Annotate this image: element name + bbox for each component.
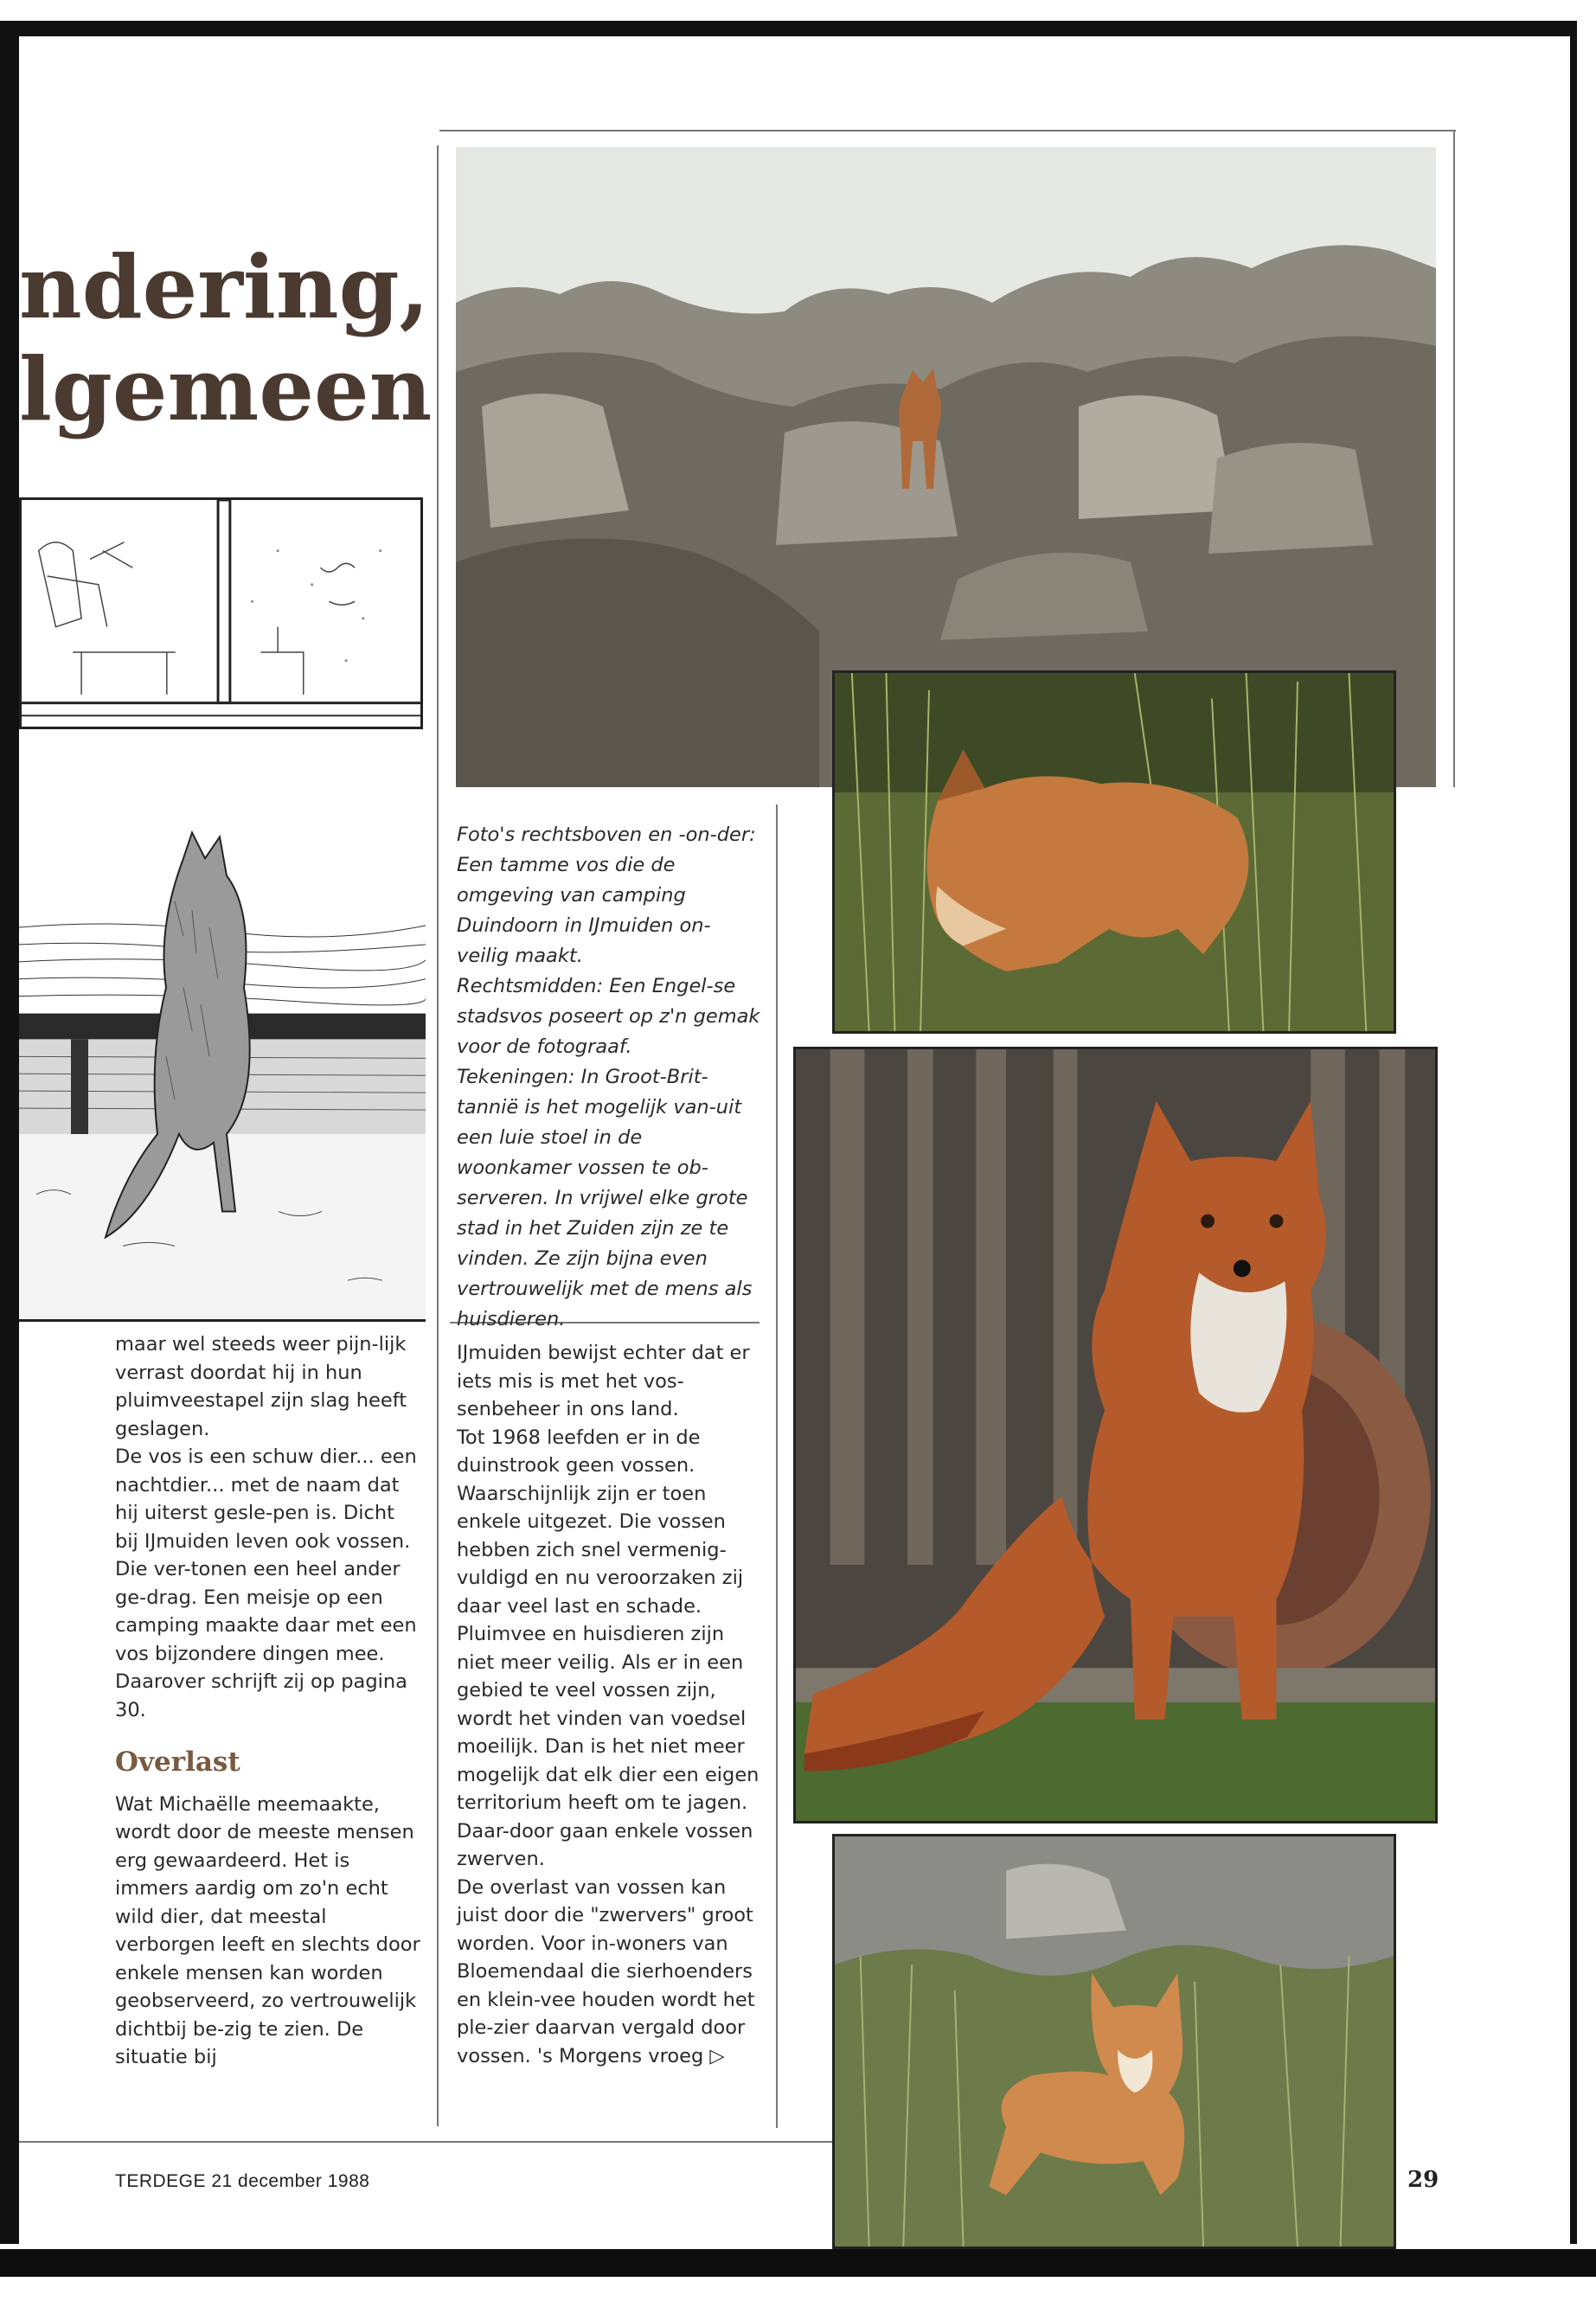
column-rule-left [437,145,439,2126]
page-number: 29 [1407,2167,1439,2193]
column-left [115,1330,422,2072]
headline-line-1: ndering, [19,236,430,338]
footer-rule [19,2141,836,2143]
continue-arrow-icon: ▷ [709,2044,725,2067]
left-paragraph-2: De vos is een schuw dier... een nachtdier... met de naam dat hij uiterst gesle-pen is. Dicht bij IJmuiden leven ook vossen. Die ver-tonen een heel ander ge-drag. Een meisje op een camping maakte daar met een vos bijzondere dingen mee. Daarover schrijft zij op pagina 30. [115,1445,417,1721]
photo-fox-in-grass [832,670,1396,1034]
column-rule-right [776,804,778,2128]
top-rule [439,130,1456,131]
photo-fox-cub-grass [832,1834,1396,2249]
drawing-fox-balcony [19,729,426,1322]
footer-magazine: TERDEGE 21 december 1988 [115,2171,370,2191]
middle-paragraph-3-text: De overlast van vossen kan juist door die "zwervers" groot worden. Voor in-woners van Bloemendaal die sierhoenders en klein-vee houden wordt het ple-zier daarvan vergald door vossen. 's Morgens vroeg [457,1875,755,2067]
middle-paragraph-2: Tot 1968 leefden er in de duinstrook geen vossen. Waarschijnlijk zijn er toen enkele uitgezet. Die vossen hebben zich snel vermenig-vuldigd en nu veroorzaken zij daar veel last en schade. Pluimvee en huisdieren zijn niet meer veilig. Als er in een gebied te veel vossen zijn, wordt het vinden van voedsel moeilijk. Dan is het niet meer mogelijk dat elk dier een eigen territorium heeft om te jagen. Daar-door gaan enkele vossen zwerven. [457,1426,760,1870]
subhead-overlast: Overlast [115,1747,240,1778]
middle-paragraph-3 [457,1874,761,2071]
drawing-window [19,497,423,729]
scan-border-right [1570,21,1577,2244]
caption-photo-middle: Rechtsmidden: Een Engel-se stadsvos poseert op z'n gemak voor de fotograaf. [457,975,760,1058]
column-middle [457,1339,761,2070]
middle-paragraph-1: IJmuiden bewijst echter dat er iets mis is met het vos-senbeheer in ons land. [457,1342,750,1420]
caption-drawings: Tekeningen: In Groot-Brit-tannië is het mogelijk van-uit een luie stoel in de woonkamer vossen te ob-serveren. In vrijwel elke grote stad in het Zuiden zijn ze te vinden. Ze zijn bijna even vertrouwelijk met de mens als huisdieren. [457,1066,753,1330]
left-paragraph-3: Wat Michaëlle meemaakte, wordt door de meeste mensen erg gewaardeerd. Het is immers aardig om zo'n echt wild dier, dat meestal verborgen leeft en slechts door enkele mensen kan worden geobserveerd, zo vertrouwelijk dichtbij be-zig te zien. De situatie bij [115,1792,420,2068]
photo-caption [457,820,761,1335]
scan-border-left [0,21,19,2244]
caption-photos-top-bottom: Foto's rechtsboven en -on-der: Een tamme vos die de omgeving van camping Duindoorn in IJmuiden on-veilig maakt. [457,824,756,967]
left-paragraph-1: maar wel steeds weer pijn-lijk verrast doordat hij in hun pluimveestapel zijn slag heeft geslagen. [115,1333,407,1440]
column-rule-far-right [1453,130,1455,787]
headline-line-2: lgemeen [19,338,433,440]
photo-urban-fox-sitting [793,1047,1438,1823]
scan-border-top [0,21,1574,36]
scan-border-bottom [0,2249,1596,2277]
